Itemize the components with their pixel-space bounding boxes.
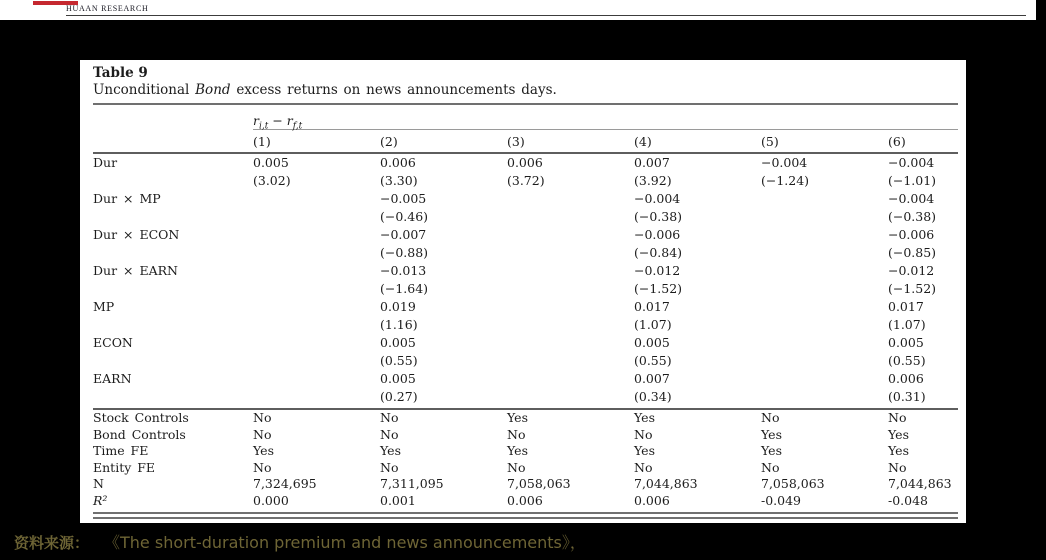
summary-value: No [380, 459, 399, 475]
row-label: Dur × ECON [93, 227, 180, 242]
caption-italic-word: Bond [195, 82, 231, 98]
column-header: (2) [380, 133, 398, 149]
table-bottom-double-rule [93, 512, 958, 519]
row-label-spacer [93, 172, 253, 190]
coef-estimate [761, 334, 888, 352]
summary-body [93, 410, 958, 509]
coef-estimate: 0.006 [507, 155, 543, 170]
coef-tstat [761, 316, 888, 334]
summary-value: 7,044,863 [888, 476, 952, 491]
coef-estimate [253, 226, 380, 244]
coef-tstat: (0.55) [888, 353, 926, 368]
tstat-row [93, 388, 958, 406]
row-label: Dur × EARN [93, 263, 178, 278]
coef-tstat: (−1.01) [888, 173, 937, 188]
header-underline [66, 15, 1026, 16]
summary-value: No [761, 410, 780, 425]
summary-value: Yes [761, 443, 782, 458]
tstat-row [93, 316, 958, 334]
formula-sub1: i,t [258, 121, 269, 132]
coef-estimate [507, 370, 634, 388]
formula-sub2: f,t [292, 121, 303, 132]
coef-tstat [253, 208, 380, 226]
coef-tstat: (0.55) [634, 353, 672, 368]
coef-estimate: −0.007 [380, 227, 427, 242]
caption-pre: Unconditional [93, 82, 196, 98]
coef-estimate [761, 262, 888, 280]
coef-estimate [761, 298, 888, 316]
coef-tstat [253, 244, 380, 262]
coef-tstat: (−0.38) [634, 209, 683, 224]
summary-value: -0.049 [761, 492, 802, 508]
coef-tstat: (3.72) [507, 173, 545, 188]
tstat-row [93, 172, 958, 190]
coef-estimate: 0.006 [888, 371, 924, 386]
coef-estimate: −0.004 [761, 155, 808, 170]
coef-estimate: −0.004 [888, 191, 935, 206]
coef-estimate: −0.005 [380, 191, 427, 206]
summary-value: 0.006 [507, 492, 543, 508]
summary-value: No [253, 459, 272, 475]
summary-value: Yes [634, 410, 655, 425]
coef-tstat [253, 352, 380, 370]
coef-tstat [507, 388, 634, 406]
coef-tstat: (0.55) [380, 353, 418, 368]
coef-estimate: 0.007 [634, 371, 670, 386]
summary-value: No [253, 410, 272, 425]
coef-estimate [507, 298, 634, 316]
coef-estimate: 0.019 [380, 299, 416, 314]
coef-tstat: (−0.46) [380, 209, 429, 224]
brand-text: HUAAN RESEARCH [66, 4, 149, 13]
summary-value: Yes [507, 410, 528, 425]
coef-tstat [507, 244, 634, 262]
tstat-row [93, 280, 958, 298]
summary-value: No [253, 426, 272, 442]
coef-estimate [507, 334, 634, 352]
excess-return-formula [253, 113, 303, 132]
coef-estimate: −0.004 [888, 155, 935, 170]
row-label: Dur × MP [93, 191, 161, 206]
summary-value: Yes [253, 443, 274, 458]
row-label: MP [93, 299, 115, 314]
row-label: R² [93, 492, 108, 508]
summary-value: 7,324,695 [253, 476, 317, 491]
coef-tstat: (−1.52) [634, 281, 683, 296]
summary-value: No [634, 426, 653, 442]
summary-value: 7,058,063 [761, 476, 825, 491]
summary-value: No [888, 459, 907, 475]
coef-estimate [761, 226, 888, 244]
coef-tstat: (3.02) [253, 173, 291, 188]
source-title: 《The short-duration premium and news announcements》， [104, 533, 586, 552]
row-label: Bond Controls [93, 426, 186, 442]
column-header: (4) [634, 133, 652, 149]
summary-value: Yes [888, 426, 909, 442]
coef-estimate: 0.017 [634, 299, 670, 314]
coef-tstat [253, 280, 380, 298]
summary-value: No [634, 459, 653, 475]
coef-tstat: (1.07) [634, 317, 672, 332]
coef-estimate [253, 298, 380, 316]
summary-value: No [507, 459, 526, 475]
coef-estimate [253, 370, 380, 388]
summary-row [93, 476, 958, 493]
coef-row [93, 226, 958, 244]
coef-estimate: 0.005 [634, 335, 670, 350]
tstat-row [93, 208, 958, 226]
summary-value: No [888, 410, 907, 425]
coef-tstat [507, 316, 634, 334]
coef-estimate: −0.004 [634, 191, 681, 206]
coef-estimate [253, 190, 380, 208]
summary-row [93, 443, 958, 460]
coef-row [93, 298, 958, 316]
coef-tstat [761, 244, 888, 262]
summary-value: 0.001 [380, 492, 416, 508]
summary-value: No [761, 459, 780, 475]
coef-tstat: (−0.38) [888, 209, 937, 224]
coef-estimate [253, 334, 380, 352]
coef-tstat: (−1.52) [888, 281, 937, 296]
row-label: Dur [93, 155, 118, 170]
coef-tstat: (1.07) [888, 317, 926, 332]
coef-estimate: 0.007 [634, 155, 670, 170]
column-header: (6) [888, 133, 906, 149]
coef-row [93, 154, 958, 172]
summary-value: 0.000 [253, 492, 289, 508]
coef-tstat [253, 388, 380, 406]
summary-row [93, 460, 958, 477]
coef-tstat [253, 316, 380, 334]
coef-tstat [761, 388, 888, 406]
coef-estimate [507, 226, 634, 244]
coef-tstat: (1.16) [380, 317, 418, 332]
paper-panel [80, 60, 966, 523]
source-prefix: 资料来源： [14, 534, 90, 552]
summary-row [93, 427, 958, 444]
summary-value: 7,311,095 [380, 476, 444, 491]
summary-value: 7,044,863 [634, 476, 698, 491]
summary-value: 0.006 [634, 492, 670, 508]
column-header: (1) [253, 133, 271, 149]
row-label: Stock Controls [93, 410, 189, 425]
summary-value: No [380, 410, 399, 425]
formula-minus: − [268, 113, 287, 128]
report-header-strip [0, 0, 1036, 20]
coef-estimate: −0.012 [634, 263, 681, 278]
summary-value: No [507, 426, 526, 442]
coef-tstat [761, 280, 888, 298]
column-header: (3) [507, 133, 525, 149]
coef-tstat [761, 352, 888, 370]
coef-estimate [507, 190, 634, 208]
coef-row [93, 334, 958, 352]
coef-tstat: (−0.88) [380, 245, 429, 260]
formula-r1: r [253, 113, 259, 128]
summary-value: Yes [761, 426, 782, 442]
coef-estimate: −0.013 [380, 263, 427, 278]
row-label-spacer [93, 244, 253, 262]
summary-row [93, 493, 958, 510]
coef-tstat: (3.30) [380, 173, 418, 188]
row-label: EARN [93, 371, 132, 386]
table-title: Table 9 [93, 65, 148, 81]
coef-tstat: (0.27) [380, 389, 418, 404]
coef-row [93, 262, 958, 280]
coef-estimate: −0.006 [888, 227, 935, 242]
summary-value: Yes [380, 443, 401, 458]
coef-estimate [507, 262, 634, 280]
caption-post: excess returns on news announcements days. [230, 82, 557, 98]
coef-row [93, 370, 958, 388]
coef-tstat [507, 280, 634, 298]
coef-tstat: (0.31) [888, 389, 926, 404]
tstat-row [93, 352, 958, 370]
row-label-spacer [93, 280, 253, 298]
coef-estimate [253, 262, 380, 280]
coef-tstat: (−1.24) [761, 173, 810, 188]
row-label-spacer [93, 316, 253, 334]
coef-estimate: −0.006 [634, 227, 681, 242]
row-label: ECON [93, 335, 133, 350]
row-label: Entity FE [93, 459, 156, 475]
coef-tstat: (−0.84) [634, 245, 683, 260]
row-label-spacer [93, 208, 253, 226]
coef-tstat [507, 352, 634, 370]
coef-tstat: (−0.85) [888, 245, 937, 260]
summary-value: Yes [634, 443, 655, 458]
coef-tstat [507, 208, 634, 226]
coef-body [93, 154, 958, 406]
coef-tstat: (0.34) [634, 389, 672, 404]
coef-estimate [761, 370, 888, 388]
summary-value: 7,058,063 [507, 476, 571, 491]
source-note [14, 530, 586, 553]
coef-row [93, 190, 958, 208]
table-caption [93, 82, 958, 99]
summary-value: No [380, 426, 399, 442]
coef-tstat: (3.92) [634, 173, 672, 188]
coef-estimate: 0.005 [888, 335, 924, 350]
summary-value: -0.048 [888, 492, 929, 508]
summary-row [93, 410, 958, 427]
dependent-variable-header [253, 105, 958, 130]
coef-estimate: 0.005 [380, 335, 416, 350]
tstat-row [93, 244, 958, 262]
coef-estimate: 0.005 [253, 155, 289, 170]
coef-estimate: 0.006 [380, 155, 416, 170]
row-label: N [93, 476, 104, 491]
coef-estimate: 0.017 [888, 299, 924, 314]
row-label: Time FE [93, 443, 149, 458]
coef-estimate: 0.005 [380, 371, 416, 386]
row-label-spacer [93, 352, 253, 370]
row-label-spacer [93, 388, 253, 406]
formula-r2: r [286, 113, 293, 128]
column-header-row [93, 130, 958, 152]
coef-estimate: −0.012 [888, 263, 935, 278]
summary-value: Yes [507, 443, 528, 458]
coef-estimate [761, 190, 888, 208]
coef-tstat [761, 208, 888, 226]
column-header: (5) [761, 133, 779, 149]
coef-tstat: (−1.64) [380, 281, 429, 296]
summary-value: Yes [888, 443, 909, 458]
